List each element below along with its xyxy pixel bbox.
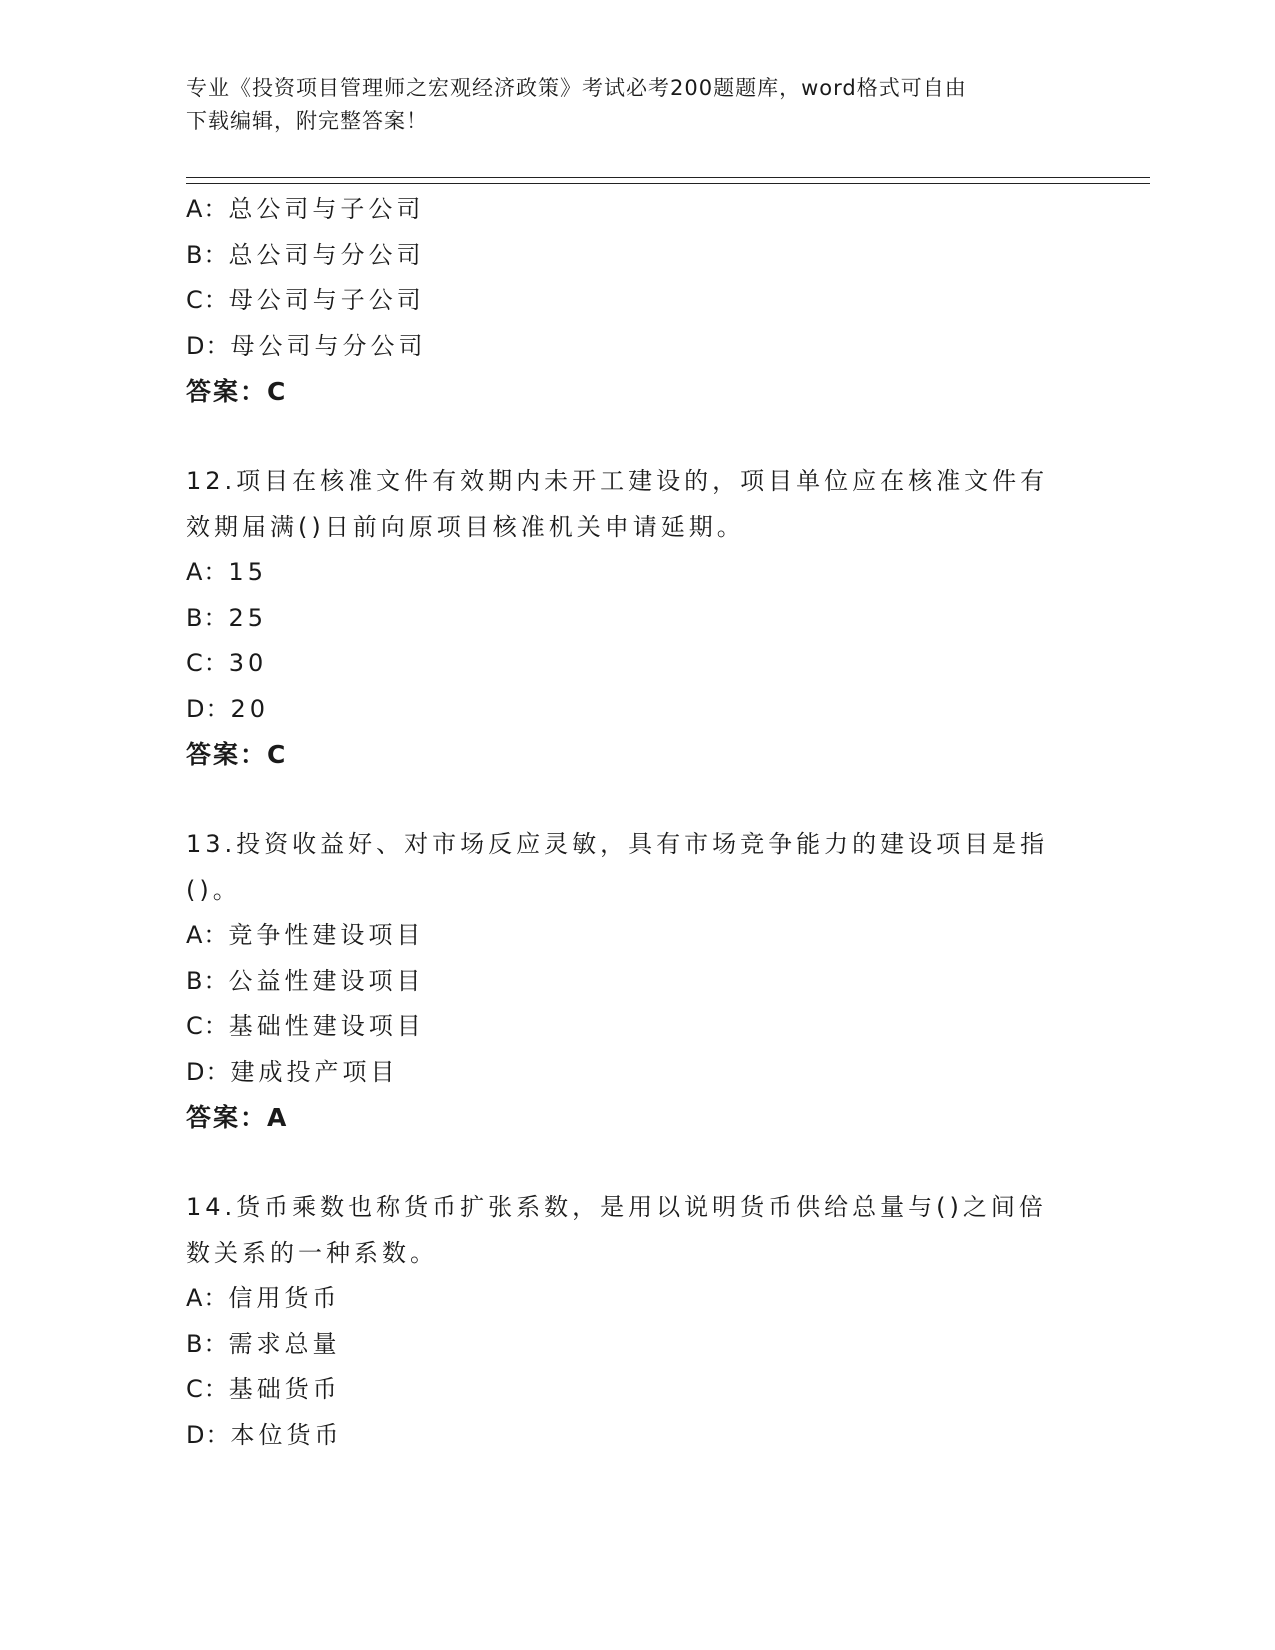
option-letter: D： — [186, 1420, 231, 1449]
header-line-1: 专业《投资项目管理师之宏观经济政策》考试必考200题题库，word格式可自由 — [186, 76, 967, 100]
question-text-line-1: 14.货币乘数也称货币扩张系数，是用以说明货币供给总量与()之间倍 — [186, 1193, 1047, 1221]
option-letter: A： — [186, 921, 229, 949]
question-text-line-2: ()。 — [186, 875, 241, 904]
option-letter: B： — [186, 603, 229, 632]
option-letter: D： — [186, 694, 231, 723]
option-b — [186, 596, 1086, 642]
option-letter: D： — [186, 1057, 231, 1086]
option-text: 30 — [228, 649, 268, 677]
option-letter: A： — [186, 195, 229, 223]
option-text: 公益性建设项目 — [228, 966, 425, 995]
option-text: 总公司与子公司 — [228, 195, 425, 223]
option-d — [186, 687, 1086, 733]
option-b — [186, 1322, 1086, 1368]
option-letter: C： — [186, 649, 229, 677]
option-b — [186, 959, 1086, 1005]
option-a — [186, 1276, 1086, 1322]
option-letter: B： — [186, 240, 229, 269]
header-line-2: 下载编辑，附完整答案！ — [186, 109, 428, 133]
answer-line: 答案：A — [186, 1103, 289, 1132]
option-letter: D： — [186, 331, 231, 360]
option-text: 15 — [228, 558, 267, 586]
option-d — [186, 1413, 1086, 1459]
option-text: 20 — [230, 694, 270, 723]
question-text-line-2: 效期届满()日前向原项目核准机关申请延期。 — [186, 512, 745, 541]
option-letter: B： — [186, 1329, 229, 1358]
question-11-block — [186, 187, 1086, 415]
option-letter: A： — [186, 1284, 229, 1312]
option-letter: B： — [186, 966, 229, 995]
option-a — [186, 550, 1086, 596]
option-letter: C： — [186, 1375, 229, 1403]
option-text: 信用货币 — [228, 1284, 341, 1312]
option-c — [186, 1004, 1086, 1050]
question-list — [186, 187, 1086, 1458]
option-text: 需求总量 — [228, 1329, 341, 1358]
option-text: 本位货币 — [230, 1420, 343, 1449]
option-text: 基础货币 — [228, 1375, 341, 1403]
question-text — [186, 1185, 1066, 1276]
option-d — [186, 1050, 1086, 1096]
question-13-block — [186, 822, 1086, 1141]
question-text-line-2: 数关系的一种系数。 — [186, 1238, 438, 1267]
option-text: 建成投产项目 — [230, 1057, 399, 1086]
question-text — [186, 822, 1066, 913]
option-c — [186, 278, 1086, 324]
option-text: 基础性建设项目 — [228, 1012, 425, 1040]
question-12-block — [186, 459, 1086, 778]
option-letter: A： — [186, 558, 229, 586]
question-14-block — [186, 1185, 1086, 1458]
question-text-line-1: 12.项目在核准文件有效期内未开工建设的，项目单位应在核准文件有 — [186, 467, 1049, 495]
answer-line: 答案：C — [186, 377, 288, 406]
question-text-line-1: 13.投资收益好、对市场反应灵敏，具有市场竞争能力的建设项目是指 — [186, 830, 1049, 858]
option-text: 竞争性建设项目 — [228, 921, 425, 949]
option-c — [186, 1367, 1086, 1413]
document-header — [186, 72, 1066, 138]
option-text: 母公司与子公司 — [228, 286, 425, 314]
question-text — [186, 459, 1066, 550]
header-double-rule — [186, 177, 1150, 184]
option-b — [186, 233, 1086, 279]
option-text: 母公司与分公司 — [230, 331, 427, 360]
option-letter: C： — [186, 1012, 229, 1040]
option-d — [186, 324, 1086, 370]
option-a — [186, 913, 1086, 959]
option-letter: C： — [186, 286, 229, 314]
answer-line: 答案：C — [186, 740, 288, 769]
option-a — [186, 187, 1086, 233]
option-text: 总公司与分公司 — [228, 240, 425, 269]
option-c — [186, 641, 1086, 687]
option-text: 25 — [228, 603, 268, 632]
